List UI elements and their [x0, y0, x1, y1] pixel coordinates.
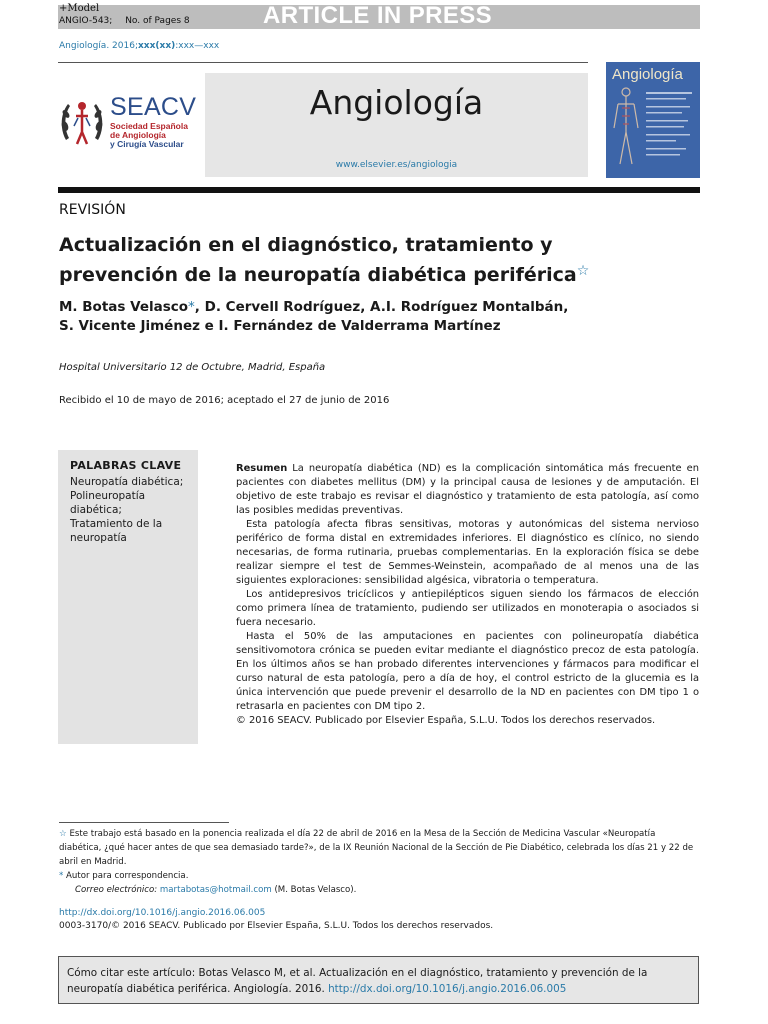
logo-name: SEACV — [110, 93, 197, 121]
footnote-star-mark: ☆ — [59, 829, 67, 839]
how-to-cite-label: Cómo citar este artículo: — [67, 967, 196, 979]
banner-text: ARTICLE IN PRESS — [263, 2, 493, 29]
article-id: ANGIO-543; — [59, 16, 113, 26]
email-label: Correo electrónico: — [75, 885, 158, 895]
journal-cover-thumbnail[interactable] — [606, 62, 700, 178]
abstract-paragraph: Hasta el 50% de las amputaciones en pacientes con polineuropatía diabética sensitivomotora crónica se pueden evitar mediante el diagnóstico precoz de esta patología. En los últimos años se han probado diferentes intervenciones y fármacos para modificar el curso natural de esta patología, pero a día de hoy, el control estricto de la glucemia es la única intervención que puede prevenir el desarrollo de la ND en pacientes con DM tipo 1 o retrasarla en pacientes con DM tipo 2. — [236, 631, 699, 712]
footnote-email — [59, 883, 699, 897]
how-to-cite-text — [67, 965, 692, 997]
footnote-text: Autor para correspondencia. — [66, 871, 189, 881]
abstract-heading: Resumen — [236, 463, 288, 474]
journal-citation[interactable] — [59, 41, 219, 51]
keyword-item: Neuropatía diabética; — [70, 476, 184, 488]
author-list — [59, 298, 699, 336]
journal-masthead — [205, 73, 588, 177]
footnote-divider — [59, 822, 229, 823]
abstract — [236, 462, 699, 728]
keyword-item: Tratamiento de la — [70, 518, 163, 530]
keywords-panel — [58, 450, 198, 744]
email-owner: (M. Botas Velasco). — [274, 885, 357, 895]
keywords-list — [70, 475, 194, 545]
abstract-copyright: © 2016 SEACV. Publicado por Elsevier España, S.L.U. Todos los derechos reservados. — [236, 715, 656, 726]
author-name: M. Botas Velasco — [59, 299, 189, 315]
how-to-cite-box — [58, 956, 699, 1004]
doi-link[interactable]: http://dx.doi.org/10.1016/j.angio.2016.06.005 — [59, 908, 266, 918]
seacv-emblem-icon — [58, 96, 106, 148]
title-footnote-mark[interactable]: ☆ — [576, 263, 590, 279]
journal-url[interactable]: www.elsevier.es/angiologia — [335, 160, 458, 170]
email-link[interactable]: martabotas@hotmail.com — [159, 885, 272, 895]
abstract-paragraph: La neuropatía diabética (ND) es la complicación sintomática más frecuente en pacientes con diabetes mellitus (DM) y la principal causa de lesiones y de amputación. El objetivo de este trabajo es revisar el diagnóstico y tratamiento de esta patología, así como las posibles medidas preventivas. — [236, 463, 699, 516]
citation-prefix: Angiología. 2016; — [59, 41, 138, 51]
article-title-line: prevención de la neuropatía diabética periférica — [59, 264, 577, 286]
article-title-line: Actualización en el diagnóstico, tratamiento y — [59, 234, 553, 256]
abstract-paragraph: Esta patología afecta fibras sensitivas, motoras y autonómicas del sistema nervioso periférico de forma distal en extremidades inferiores. El diagnóstico es clínico, no siendo necesarias, de forma rutinaria, pruebas complementarias. En la exploración física se debe realizar siempre el test de Semmes-Weinstein, acompañado de al menos una de las siguientes exploraciones: sensibilidad algésica, vibratoria o temperatura. — [236, 519, 699, 586]
abstract-paragraph: Los antidepresivos tricíclicos y antiepilépticos siguen siendo los fármacos de elección como primera línea de tratamiento, pudiendo ser utilizados en monoterapia o asociados si fuera necesario. — [236, 589, 699, 628]
citation-doi-link[interactable]: http://dx.doi.org/10.1016/j.angio.2016.06.005 — [328, 983, 567, 995]
affiliation: Hospital Universitario 12 de Octubre, Madrid, España — [59, 362, 326, 373]
author-names: S. Vicente Jiménez e I. Fernández de Valderrama Martínez — [59, 318, 501, 334]
logo-subtitle — [110, 122, 188, 149]
keyword-item: neuropatía — [70, 532, 127, 544]
keyword-item: Polineuropatía — [70, 490, 146, 502]
journal-title: Angiología — [309, 83, 484, 122]
citation-volume: xxx(xx) — [137, 41, 176, 51]
footnote-funding — [59, 827, 699, 869]
cover-title: Angiología — [612, 66, 683, 83]
anatomy-figure-icon — [608, 84, 698, 176]
keyword-item: diabética; — [70, 504, 122, 516]
corresponding-author-mark[interactable]: * — [188, 299, 195, 315]
logo-subtitle-line: y Cirugía Vascular — [110, 139, 184, 149]
logo-subtitle-line: de Angiología — [110, 130, 166, 140]
footnotes — [59, 827, 699, 897]
article-info — [59, 16, 190, 27]
issn-copyright: 0003-3170/© 2016 SEACV. Publicado por Elsevier España, S.L.U. Todos los derechos reservados. — [59, 921, 494, 931]
keywords-heading: PALABRAS CLAVE — [70, 459, 182, 472]
footnote-text: Este trabajo está basado en la ponencia realizada el día 22 de abril de 2016 en la Mesa de la Sección de Medicina Vascular «Neuropatía diabética, ¿qué hacer antes de que sea demasiado tarde?», de la IX Reunión Nacional de la Sección de Pie Diabético, celebrada los días 21 y 22 de abril en Madrid. — [59, 829, 694, 867]
model-label: +Model — [59, 3, 100, 14]
header-divider — [58, 62, 588, 63]
article-title — [59, 232, 659, 288]
citation-text: Botas Velasco M, et al. Actualización en el diagnóstico, tratamiento y prevención de la neuropatía diabética periférica. Angiología. 2016. — [67, 967, 648, 995]
section-label: REVISIÓN — [59, 202, 126, 218]
footnote-asterisk-mark: * — [59, 871, 64, 881]
logo-subtitle-line: Sociedad Española — [110, 121, 188, 131]
author-names: , D. Cervell Rodríguez, A.I. Rodríguez Montalbán, — [194, 299, 569, 315]
received-dates: Recibido el 10 de mayo de 2016; aceptado el 27 de junio de 2016 — [59, 395, 390, 406]
seacv-logo — [58, 92, 198, 156]
citation-pages: :xxx—xxx — [175, 41, 220, 51]
masthead-rule — [58, 187, 700, 193]
page-count: No. of Pages 8 — [125, 16, 190, 26]
